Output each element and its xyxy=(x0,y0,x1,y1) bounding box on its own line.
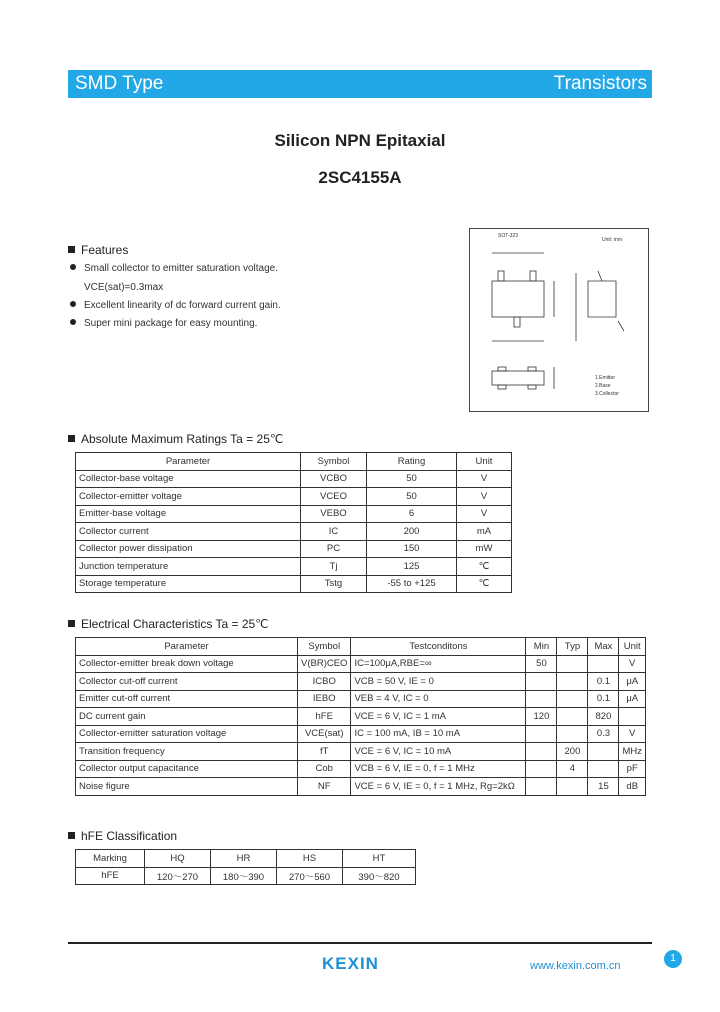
table-cell: Collector power dissipation xyxy=(76,540,301,558)
table-cell: μA xyxy=(619,673,646,691)
table-cell: V xyxy=(457,488,512,506)
table-row xyxy=(76,575,512,593)
header-left: SMD Type xyxy=(75,73,164,94)
table-cell xyxy=(619,708,646,726)
table-header: Typ xyxy=(557,638,588,656)
table-header-row xyxy=(76,638,646,656)
table-header-row xyxy=(76,453,512,471)
table-cell: VCE = 6 V, IC = 10 mA xyxy=(351,743,526,761)
table-cell: V xyxy=(619,725,646,743)
table-cell xyxy=(557,673,588,691)
package-drawing xyxy=(469,228,649,412)
table-cell xyxy=(526,673,557,691)
table-cell: IEBO xyxy=(298,690,351,708)
feature-item: VCE(sat)=0.3max xyxy=(84,282,164,293)
table-cell: VCB = 6 V, IE = 0, f = 1 MHz xyxy=(351,760,526,778)
table-header: Testconditons xyxy=(351,638,526,656)
table-cell: 200 xyxy=(367,523,457,541)
table-cell: VCEO xyxy=(301,488,367,506)
hfe-heading: hFE Classification xyxy=(68,829,177,843)
table-row xyxy=(76,725,646,743)
abs-max-heading: Absolute Maximum Ratings Ta = 25℃ xyxy=(68,432,283,446)
pin-label: 2.Base xyxy=(595,383,611,389)
table-cell: V xyxy=(457,505,512,523)
package-label: SOT-323 xyxy=(498,233,519,239)
table-cell: mA xyxy=(457,523,512,541)
table-cell: Cob xyxy=(298,760,351,778)
bullet-dot-icon xyxy=(70,264,76,270)
table-cell: Collector cut-off current xyxy=(76,673,298,691)
table-cell: DC current gain xyxy=(76,708,298,726)
table-cell: ℃ xyxy=(457,575,512,593)
table-cell: V xyxy=(457,470,512,488)
table-cell: 0.1 xyxy=(588,673,619,691)
table-row xyxy=(76,523,512,541)
footer-divider xyxy=(68,942,652,944)
table-row xyxy=(76,540,512,558)
table-row xyxy=(76,760,646,778)
table-cell: 50 xyxy=(367,488,457,506)
table-cell: VCE(sat) xyxy=(298,725,351,743)
pin-label: 3.Collector xyxy=(595,391,619,397)
table-row xyxy=(76,488,512,506)
table-cell: ℃ xyxy=(457,558,512,576)
table-cell xyxy=(557,690,588,708)
table-cell: hFE xyxy=(298,708,351,726)
elec-char-table xyxy=(75,637,646,796)
bullet-dot-icon xyxy=(70,301,76,307)
table-cell: ICBO xyxy=(298,673,351,691)
bullet-square-icon xyxy=(68,620,75,627)
table-header: Min xyxy=(526,638,557,656)
table-cell: VCB = 50 V, IE = 0 xyxy=(351,673,526,691)
table-cell xyxy=(557,778,588,796)
table-cell: 390～820 xyxy=(343,867,416,885)
table-cell: 6 xyxy=(367,505,457,523)
hfe-class-table xyxy=(75,849,416,885)
table-cell: 270～560 xyxy=(277,867,343,885)
table-cell: IC xyxy=(301,523,367,541)
elec-heading: Electrical Characteristics Ta = 25℃ xyxy=(68,617,269,631)
table-cell: VEB = 4 V, IC = 0 xyxy=(351,690,526,708)
table-row xyxy=(76,655,646,673)
table-cell xyxy=(588,655,619,673)
table-row xyxy=(76,708,646,726)
package-unit: Unit: mm xyxy=(602,237,622,243)
table-cell: dB xyxy=(619,778,646,796)
table-row xyxy=(76,743,646,761)
table-cell: pF xyxy=(619,760,646,778)
table-cell xyxy=(588,760,619,778)
table-cell xyxy=(557,708,588,726)
table-cell: HQ xyxy=(145,850,211,868)
table-cell: 15 xyxy=(588,778,619,796)
table-row xyxy=(76,673,646,691)
pin-label: 1.Emitter xyxy=(595,375,616,381)
bullet-square-icon xyxy=(68,246,75,253)
doc-title: Silicon NPN Epitaxial xyxy=(274,131,446,150)
table-header: Unit xyxy=(457,453,512,471)
table-cell: 150 xyxy=(367,540,457,558)
table-cell xyxy=(526,690,557,708)
table-cell: IC=100μA,RBE=∞ xyxy=(351,655,526,673)
table-cell: MHz xyxy=(619,743,646,761)
table-cell: V(BR)CEO xyxy=(298,655,351,673)
part-number: 2SC4155A xyxy=(318,168,402,187)
table-cell: V xyxy=(619,655,646,673)
table-cell: 125 xyxy=(367,558,457,576)
feature-item: Small collector to emitter saturation voltage. xyxy=(70,263,278,274)
table-cell: -55 to +125 xyxy=(367,575,457,593)
table-cell: Marking xyxy=(76,850,145,868)
table-cell xyxy=(557,725,588,743)
table-cell: NF xyxy=(298,778,351,796)
table-cell: 820 xyxy=(588,708,619,726)
table-header: Max xyxy=(588,638,619,656)
kexin-logo: KEXIN xyxy=(322,954,379,973)
table-cell: 50 xyxy=(526,655,557,673)
table-cell: 4 xyxy=(557,760,588,778)
table-row xyxy=(76,867,416,885)
table-cell: 0.1 xyxy=(588,690,619,708)
table-header: Symbol xyxy=(301,453,367,471)
table-cell xyxy=(588,743,619,761)
table-cell: Tj xyxy=(301,558,367,576)
table-cell: VCE = 6 V, IC = 1 mA xyxy=(351,708,526,726)
table-cell: 200 xyxy=(557,743,588,761)
table-cell: Collector output capacitance xyxy=(76,760,298,778)
table-row xyxy=(76,850,416,868)
feature-item: Excellent linearity of dc forward current gain. xyxy=(70,300,281,311)
table-cell: 120～270 xyxy=(145,867,211,885)
table-row xyxy=(76,690,646,708)
bullet-square-icon xyxy=(68,435,75,442)
table-cell: Storage temperature xyxy=(76,575,301,593)
table-cell xyxy=(526,778,557,796)
bullet-square-icon xyxy=(68,832,75,839)
table-row xyxy=(76,505,512,523)
table-cell: 120 xyxy=(526,708,557,726)
table-cell: HR xyxy=(211,850,277,868)
table-cell: Tstg xyxy=(301,575,367,593)
table-cell xyxy=(557,655,588,673)
table-header: Parameter xyxy=(76,453,301,471)
table-cell: HT xyxy=(343,850,416,868)
table-cell: HS xyxy=(277,850,343,868)
table-cell: Emitter-base voltage xyxy=(76,505,301,523)
table-cell: Transition frequency xyxy=(76,743,298,761)
features-heading: Features xyxy=(68,243,128,257)
abs-max-table xyxy=(75,452,512,593)
table-header: Unit xyxy=(619,638,646,656)
table-cell: μA xyxy=(619,690,646,708)
table-row xyxy=(76,778,646,796)
table-cell: 50 xyxy=(367,470,457,488)
package-outline-icon xyxy=(470,229,648,411)
table-cell: PC xyxy=(301,540,367,558)
page-number-badge: 1 xyxy=(664,950,682,968)
table-row xyxy=(76,470,512,488)
table-cell: IC = 100 mA, IB = 10 mA xyxy=(351,725,526,743)
table-header: Parameter xyxy=(76,638,298,656)
table-cell: Collector current xyxy=(76,523,301,541)
table-cell: Noise figure xyxy=(76,778,298,796)
table-cell: mW xyxy=(457,540,512,558)
footer-url[interactable]: www.kexin.com.cn xyxy=(530,960,621,972)
header-right: Transistors xyxy=(553,73,647,94)
table-cell: VEBO xyxy=(301,505,367,523)
table-cell: hFE xyxy=(76,867,145,885)
table-header: Rating xyxy=(367,453,457,471)
table-cell: VCBO xyxy=(301,470,367,488)
table-cell: VCE = 6 V, IE = 0, f = 1 MHz, Rg=2kΩ xyxy=(351,778,526,796)
table-row xyxy=(76,558,512,576)
table-cell: 180～390 xyxy=(211,867,277,885)
table-cell: Emitter cut-off current xyxy=(76,690,298,708)
table-cell xyxy=(526,760,557,778)
header-banner xyxy=(68,70,652,98)
table-cell xyxy=(526,725,557,743)
table-header: Symbol xyxy=(298,638,351,656)
table-cell: fT xyxy=(298,743,351,761)
bullet-dot-icon xyxy=(70,319,76,325)
table-cell: Collector-emitter saturation voltage xyxy=(76,725,298,743)
table-cell: Junction temperature xyxy=(76,558,301,576)
table-cell: Collector-emitter break down voltage xyxy=(76,655,298,673)
feature-item: Super mini package for easy mounting. xyxy=(70,318,257,329)
table-cell: 0.3 xyxy=(588,725,619,743)
table-cell xyxy=(526,743,557,761)
table-cell: Collector-base voltage xyxy=(76,470,301,488)
table-cell: Collector-emitter voltage xyxy=(76,488,301,506)
